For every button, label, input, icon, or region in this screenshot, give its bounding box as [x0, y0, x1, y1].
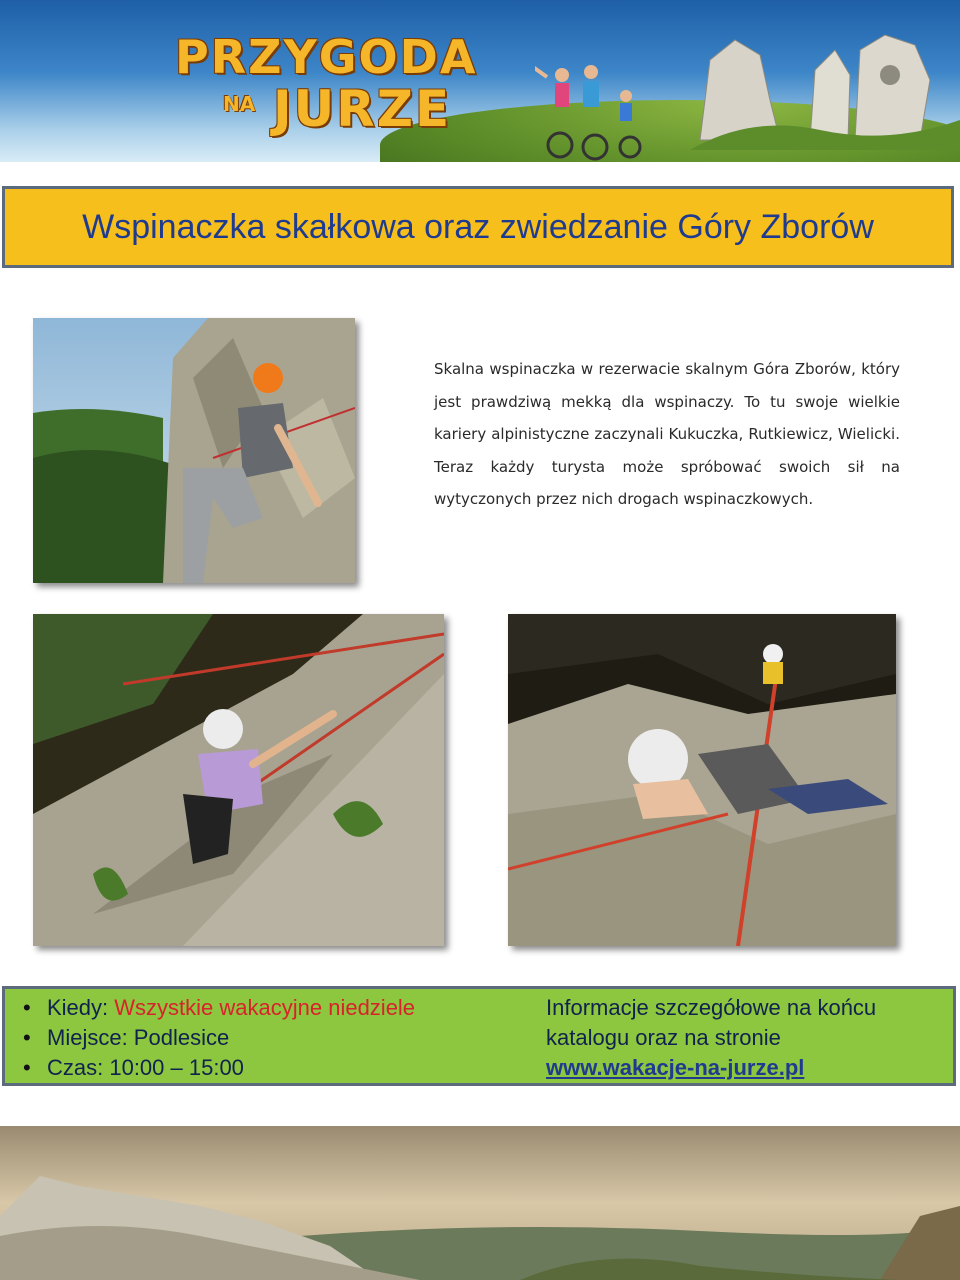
page-title: Wspinaczka skałkowa oraz zwiedzanie Góry Zborów	[82, 207, 874, 246]
info-bar	[2, 986, 956, 1086]
climber-photo-3	[508, 614, 896, 946]
climber-photo-2	[33, 614, 444, 946]
info-item-place	[23, 1023, 415, 1053]
logo[interactable]	[175, 30, 505, 140]
info-details-line2: katalogu oraz na stronie	[546, 1025, 781, 1050]
website-link[interactable]: www.wakacje-na-jurze.pl	[546, 1055, 805, 1080]
logo-text-przygoda: PRZYGODA	[175, 30, 478, 84]
header-banner	[0, 0, 960, 162]
info-when-label: Kiedy:	[47, 995, 115, 1020]
footer-panorama-image	[0, 1126, 960, 1280]
info-when-value: Wszystkie wakacyjne niedziele	[114, 995, 416, 1020]
bullet-icon: •	[23, 1055, 31, 1080]
bullet-icon: •	[23, 1025, 31, 1050]
info-time-label: Czas: 10:00 – 15:00	[47, 1055, 244, 1080]
climber-photo-1	[33, 318, 355, 583]
banner-rocks-image	[690, 20, 960, 150]
logo-text-jurze: JURZE	[273, 80, 452, 138]
info-place-label: Miejsce: Podlesice	[47, 1025, 230, 1050]
info-item-when	[23, 993, 415, 1023]
bullet-icon: •	[23, 995, 31, 1020]
title-bar	[2, 186, 954, 268]
description-text: Skalna wspinaczka w rezerwacie skalnym Góra Zborów, który jest prawdziwą mekką dla wspinaczy. To tu swoje wielkie kariery alpinistyczne zaczynali Kukuczka, Rutkiewicz, Wielicki. Teraz każdy turysta może spróbować swoich sił na wytyczonych przez nich drogach wspinaczkowych.	[434, 360, 900, 508]
banner-cyclists-image	[535, 55, 655, 162]
info-details	[546, 993, 926, 1083]
logo-text-na: NA	[223, 92, 256, 116]
info-details-line1: Informacje szczegółowe na końcu	[546, 995, 877, 1020]
info-list	[23, 993, 415, 1083]
info-item-time	[23, 1053, 415, 1083]
